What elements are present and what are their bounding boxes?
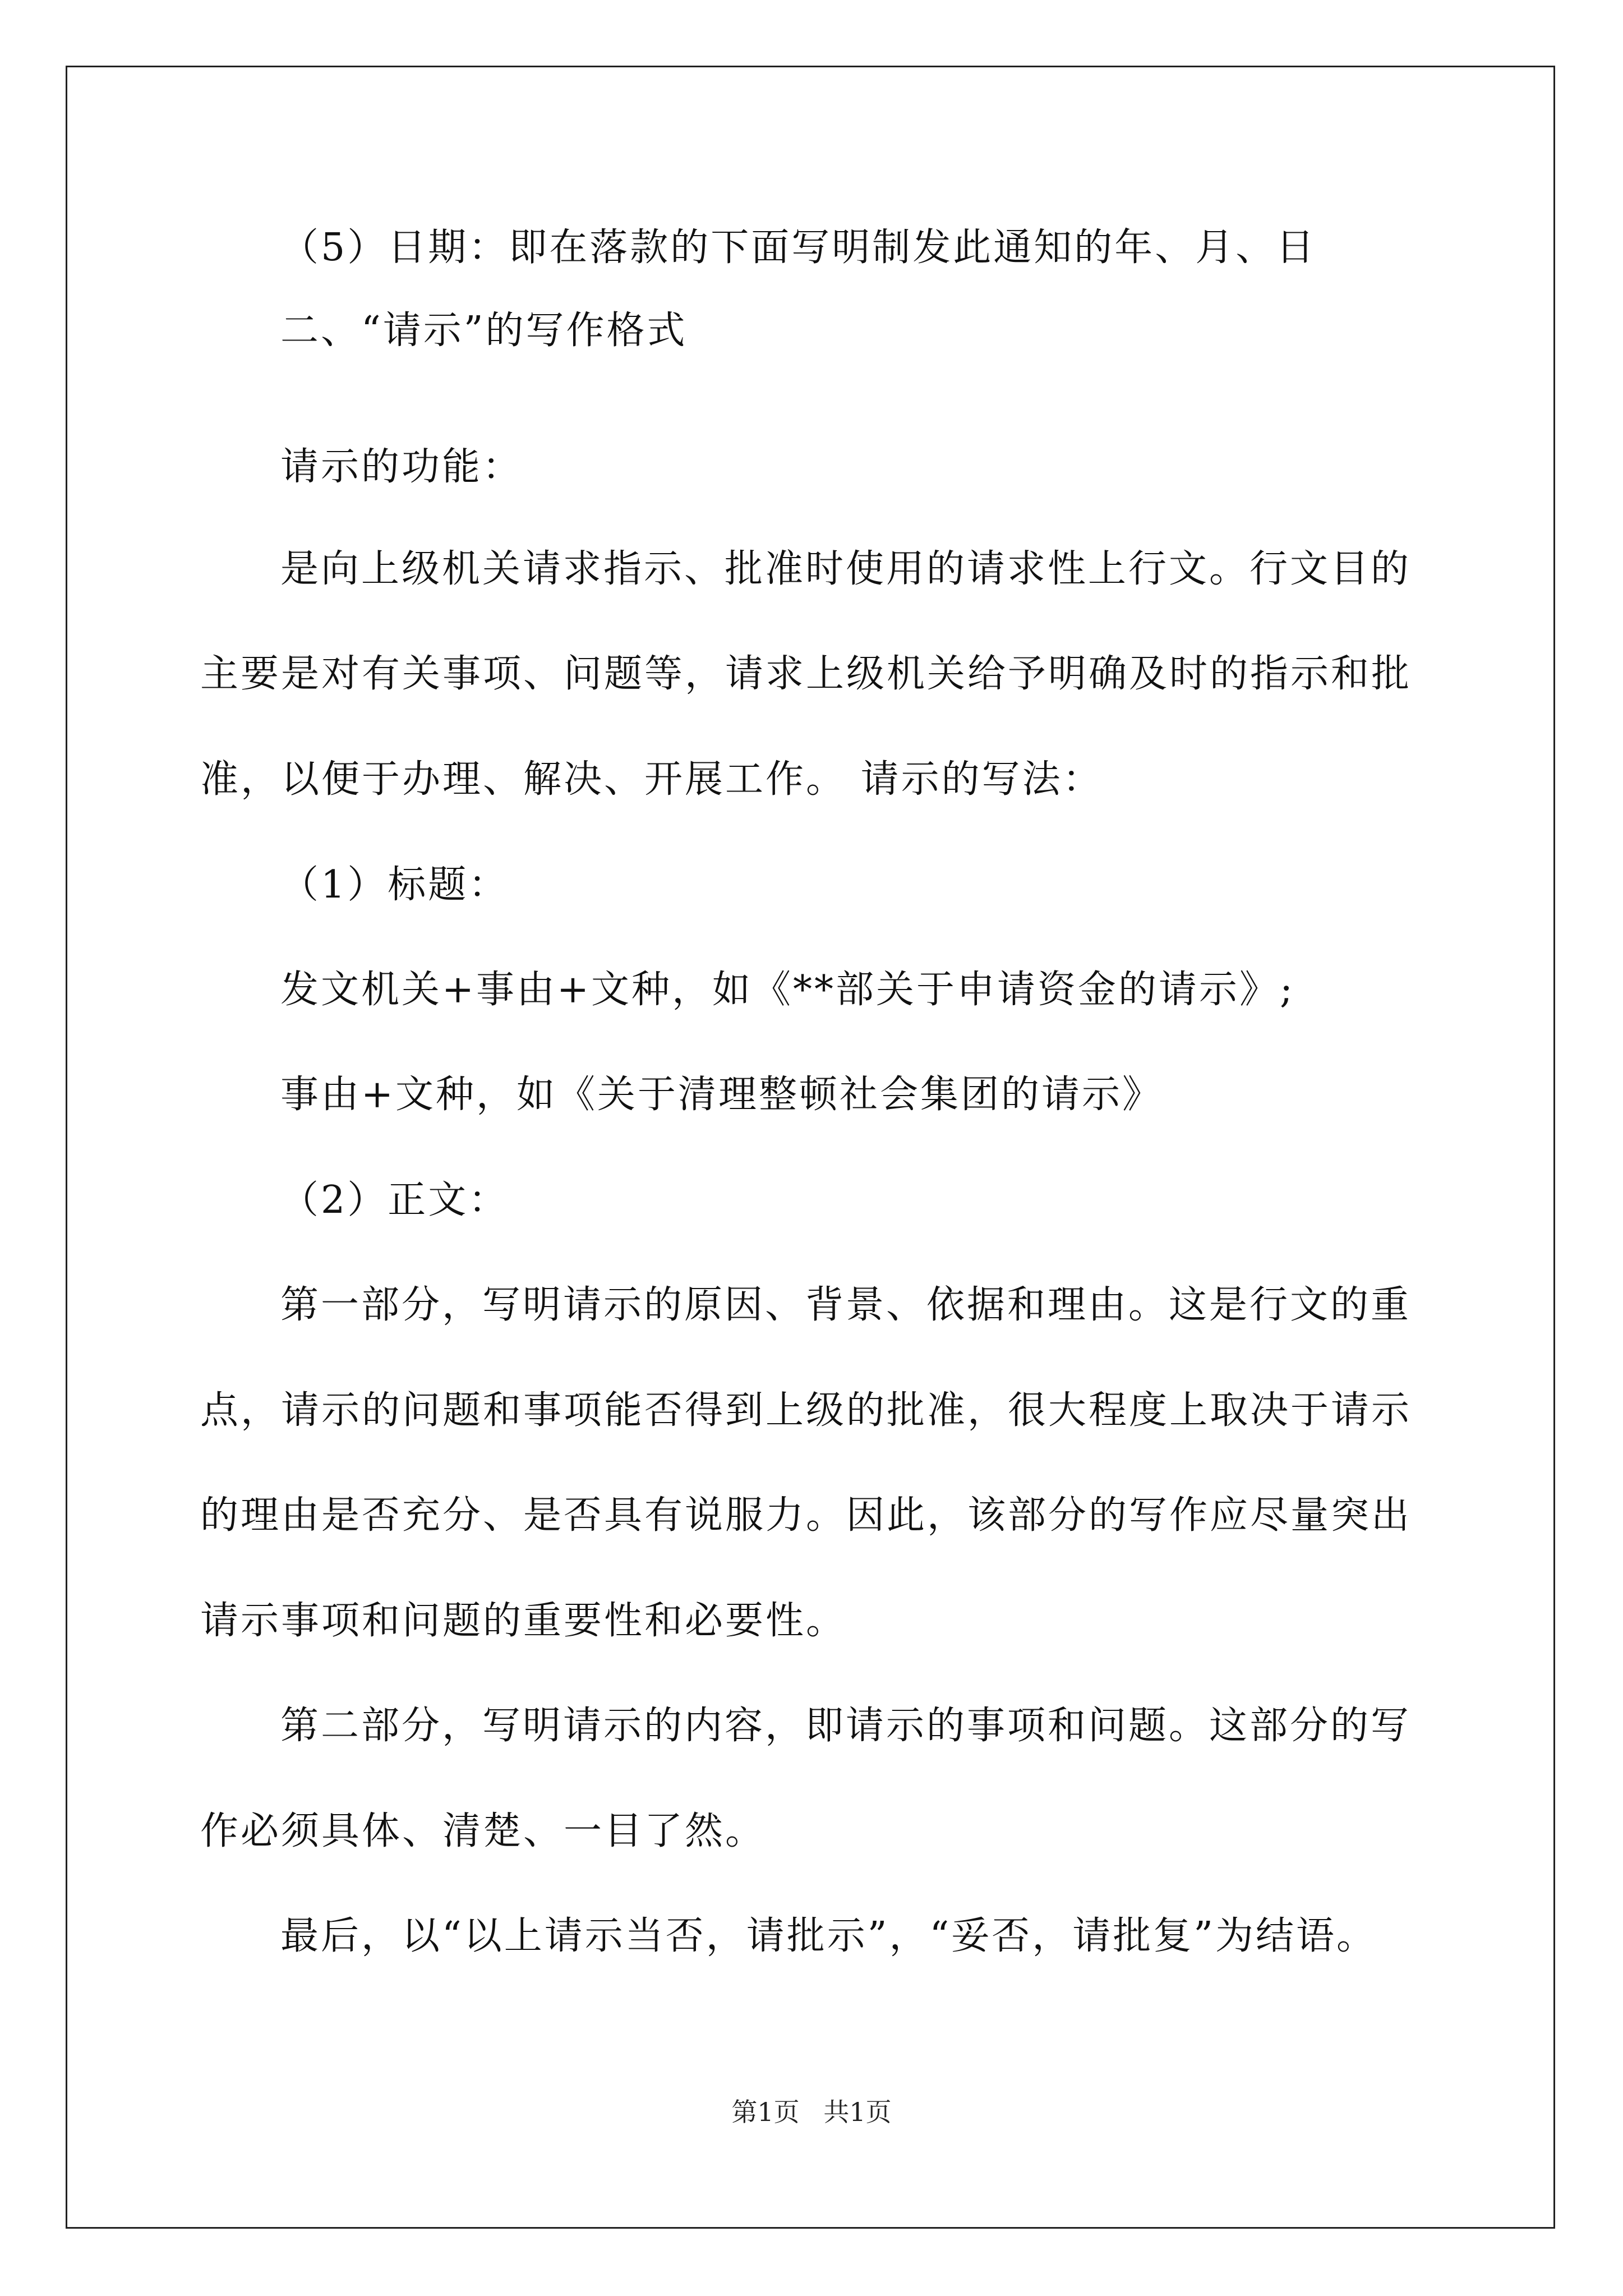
- paragraph-line: 主要是对有关事项、问题等，请求上级机关给予明确及时的指示和批: [200, 652, 1412, 696]
- paragraph-line: 第一部分，写明请示的原因、背景、依据和理由。这是行文的重: [280, 1283, 1412, 1327]
- section-heading: 二、“请示”的写作格式: [280, 309, 688, 353]
- page-footer: [0, 2095, 1623, 2129]
- paragraph-line: 最后，以“以上请示当否，请批示”，“妥否，请批复”为结语。: [280, 1914, 1377, 1958]
- paragraph-line: （5）日期：即在落款的下面写明制发此通知的年、月、日: [280, 226, 1317, 270]
- paragraph-line: 请示的功能：: [280, 445, 523, 489]
- paragraph-line: 是向上级机关请求指示、批准时使用的请求性上行文。行文目的: [280, 547, 1412, 591]
- page-border: [66, 66, 1555, 2229]
- paragraph-line: 作必须具体、清楚、一目了然。: [200, 1809, 766, 1853]
- paragraph-line: 请示事项和问题的重要性和必要性。: [200, 1599, 847, 1643]
- paragraph-line: 发文机关+事由+文种，如《**部关于申请资金的请示》;: [280, 968, 1295, 1012]
- page-total: 共1页: [823, 2097, 892, 2127]
- paragraph-line: 事由+文种，如《关于清理整顿社会集团的请示》: [280, 1073, 1163, 1117]
- paragraph-line: （1）标题：: [280, 863, 509, 907]
- paragraph-line: （2）正文：: [280, 1178, 509, 1222]
- paragraph-line: 第二部分，写明请示的内容，即请示的事项和问题。这部分的写: [280, 1704, 1412, 1748]
- paragraph-line: 点，请示的问题和事项能否得到上级的批准，很大程度上取决于请示: [200, 1388, 1412, 1433]
- page-number: 第1页: [731, 2097, 800, 2127]
- paragraph-line: 的理由是否充分、是否具有说服力。因此，该部分的写作应尽量突出: [200, 1493, 1412, 1538]
- paragraph-line: 准，以便于办理、解决、开展工作。 请示的写法：: [200, 757, 1103, 802]
